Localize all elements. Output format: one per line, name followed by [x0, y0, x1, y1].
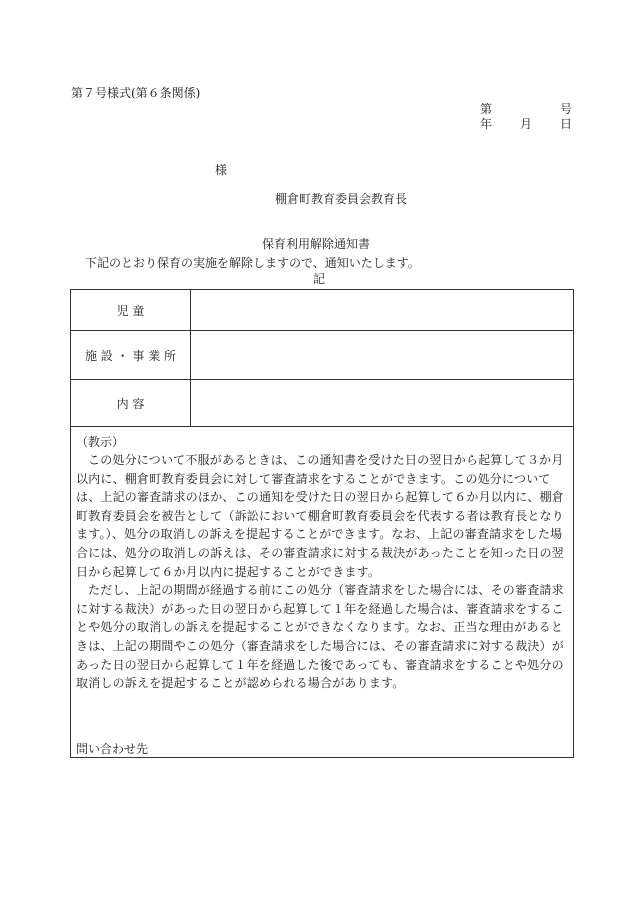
notice-table [70, 289, 574, 758]
document-title: 保育利用解除通知書 [262, 237, 371, 251]
date-day: 日 [559, 117, 572, 131]
doc-number-prefix: 第 [480, 102, 493, 116]
child-row [71, 290, 573, 331]
addressee-suffix: 様 [215, 163, 228, 177]
notice-heading: （教示） [76, 435, 125, 449]
facility-row [71, 331, 573, 380]
child-label: 児 童 [71, 290, 191, 330]
form-number: 第７号様式(第６条関係) [71, 86, 201, 100]
notice-paragraph-1: この処分について不服があるときは、この通知書を受けた日の翌日から起算して３か月以内に、棚倉町教育委員会に対して審査請求をすることができます。この処分については、上記の審査請求のほか、この通知を受けた日の翌日から起算して６か月以内に、棚倉町教育委員会を被告として（訴訟において棚倉町教育委員会を代表する者は教育長となります。）、処分の取消しの訴えを提起することができます。なお、上記の審査請求をした場合には、処分の取消しの訴えは、その審査請求に対する裁決があったことを知った日の翌日から起算して６か月以内に提起することができます。 [76, 453, 565, 579]
notice-paragraph-2: ただし、上記の期間が経過する前にこの処分（審査請求をした場合には、その審査請求に対する裁決）があった日の翌日から起算して１年を経過した場合は、審査請求をすることや処分の取消しの訴えを提起することができなくなります。なお、正当な理由があるときは、上記の期間やこの処分（審査請求をした場合には、その審査請求に対する裁決）があった日の翌日から起算して１年を経過した後であっても、審査請求をすることや処分の取消しの訴えを提起することが認められる場合があります。 [76, 583, 565, 691]
date-year: 年 [480, 117, 493, 131]
issuer-name: 棚倉町教育委員会教育長 [275, 192, 408, 206]
date-line [480, 115, 572, 132]
facility-label: 施 設 ・ 事 業 所 [71, 331, 191, 379]
ki-marker: 記 [313, 272, 326, 286]
intro-text: 下記のとおり保育の実施を解除しますので、通知いたします。 [85, 256, 420, 270]
contact-label: 問い合わせ先 [76, 742, 149, 756]
date-month: 月 [519, 117, 532, 131]
content-label: 内 容 [71, 380, 191, 426]
content-row [71, 380, 573, 427]
appeal-notice [76, 433, 569, 693]
doc-number-suffix: 号 [559, 102, 572, 116]
